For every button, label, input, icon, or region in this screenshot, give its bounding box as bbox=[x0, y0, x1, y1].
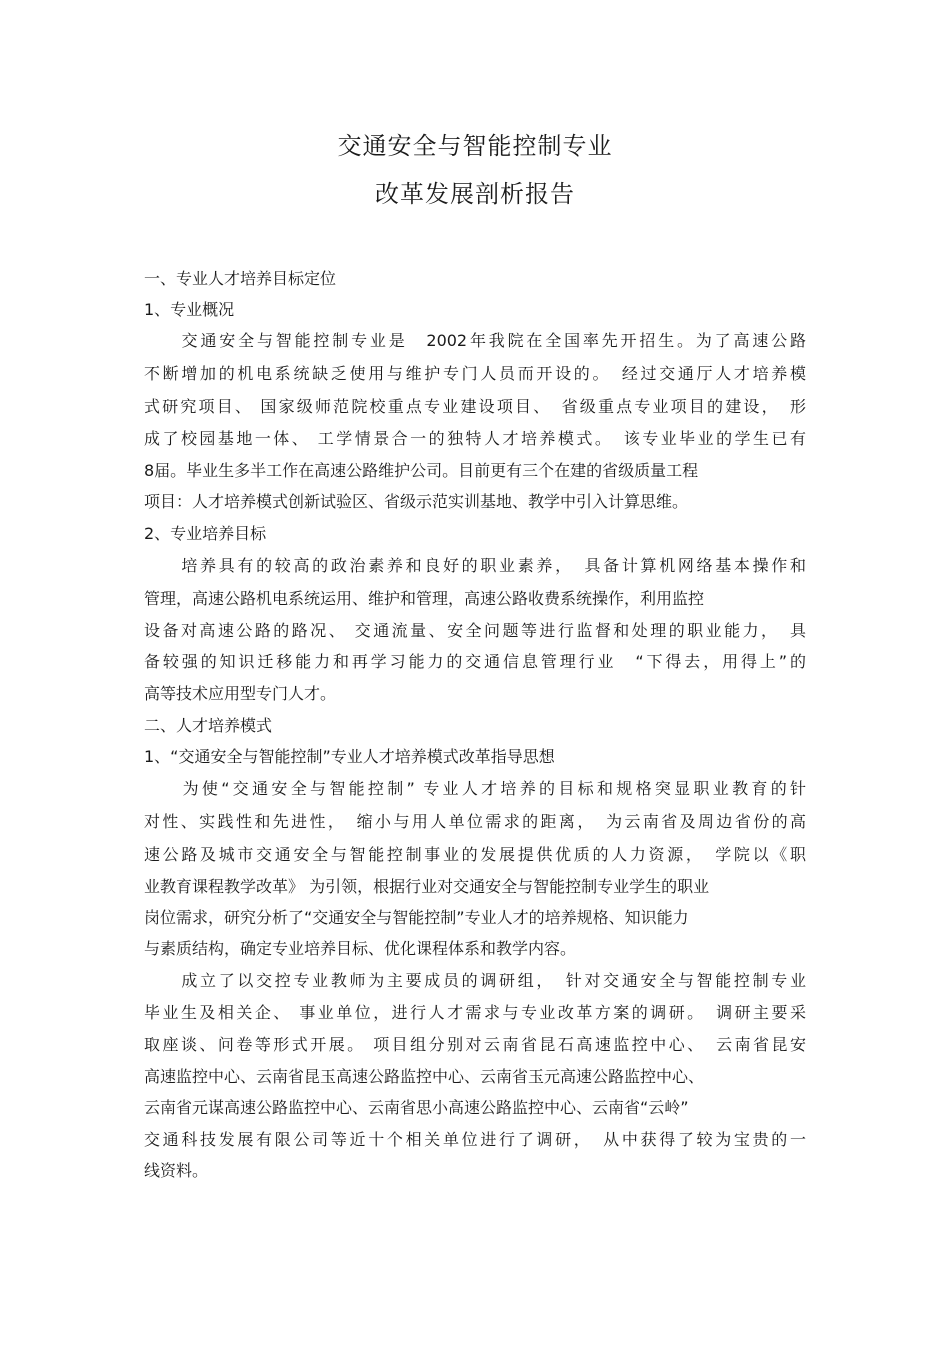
paragraph-line: 岗位需求，研究分析了“交通安全与智能控制”专业人才的培养规格、知识能力 bbox=[144, 908, 689, 927]
paragraph-line: 速公路及城市交通安全与智能控制事业的发展提供优质的人力资源， 学院以《职 bbox=[144, 845, 806, 864]
paragraph-line: 与素质结构，确定专业培养目标、优化课程体系和教学内容。 bbox=[144, 939, 577, 958]
paragraph-line: 不断增加的机电系统缺乏使用与维护专门人员而开设的。 经过交通厅人才培养模 bbox=[144, 364, 806, 383]
paragraph-line: 高速监控中心、云南省昆玉高速公路监控中心、云南省玉元高速公路监控中心、 bbox=[144, 1067, 705, 1086]
paragraph-line: 取座谈、问卷等形式开展。 项目组分别对云南省昆石高速监控中心、 云南省昆安 bbox=[144, 1035, 806, 1054]
paragraph-line: 项目：人才培养模式创新试验区、省级示范实训基地、教学中引入计算思维。 bbox=[144, 492, 689, 511]
paragraph-line: 成立了以交控专业教师为主要成员的调研组， 针对交通安全与智能控制专业 bbox=[144, 971, 806, 990]
heading-1-1: 1、专业概况 bbox=[144, 300, 235, 319]
title-line-2: 改革发展剖析报告 bbox=[375, 180, 575, 208]
paragraph-line: 设备对高速公路的路况、 交通流量、安全问题等进行监督和处理的职业能力， 具 bbox=[144, 621, 806, 640]
paragraph-line: 业教育课程教学改革》 为引领，根据行业对交通安全与智能控制专业学生的职业 bbox=[144, 877, 710, 896]
paragraph-line: 线资料。 bbox=[144, 1161, 209, 1180]
paragraph-line: 备较强的知识迁移能力和再学习能力的交通信息管理行业 “下得去，用得上”的 bbox=[144, 652, 806, 671]
paragraph-line: 交通科技发展有限公司等近十个相关单位进行了调研， 从中获得了较为宝贵的一 bbox=[144, 1130, 806, 1149]
paragraph-line: 培养具有的较高的政治素养和良好的职业素养， 具备计算机网络基本操作和 bbox=[144, 556, 806, 575]
heading-section-2: 二、人才培养模式 bbox=[144, 716, 273, 735]
heading-2-1: 1、“交通安全与智能控制”专业人才培养模式改革指导思想 bbox=[144, 747, 555, 766]
paragraph-line: 管理，高速公路机电系统运用、维护和管理，高速公路收费系统操作，利用监控 bbox=[144, 589, 705, 608]
paragraph-line: 高等技术应用型专门人才。 bbox=[144, 684, 337, 703]
paragraph-line: 云南省元谋高速公路监控中心、云南省思小高速公路监控中心、云南省“云岭” bbox=[144, 1098, 689, 1117]
paragraph-line: 8届。毕业生多半工作在高速公路维护公司。目前更有三个在建的省级质量工程 bbox=[144, 461, 699, 480]
paragraph-line: 成了校园基地一体、 工学情景合一的独特人才培养模式。 该专业毕业的学生已有 bbox=[144, 429, 806, 448]
paragraph-line: 式研究项目、 国家级师范院校重点专业建设项目、 省级重点专业项目的建设， 形 bbox=[144, 397, 806, 416]
heading-section-1: 一、专业人才培养目标定位 bbox=[144, 269, 337, 288]
paragraph-line: 毕业生及相关企、 事业单位，进行人才需求与专业改革方案的调研。 调研主要采 bbox=[144, 1003, 806, 1022]
paragraph-line: 对性、实践性和先进性， 缩小与用人单位需求的距离， 为云南省及周边省份的高 bbox=[144, 812, 806, 831]
title-line-1: 交通安全与智能控制专业 bbox=[337, 132, 613, 160]
paragraph-line: 交通安全与智能控制专业是 2002年我院在全国率先开招生。为了高速公路 bbox=[144, 331, 806, 350]
heading-1-2: 2、专业培养目标 bbox=[144, 524, 267, 543]
paragraph-line: 为使“交通安全与智能控制” 专业人才培养的目标和规格突显职业教育的针 bbox=[144, 779, 806, 798]
